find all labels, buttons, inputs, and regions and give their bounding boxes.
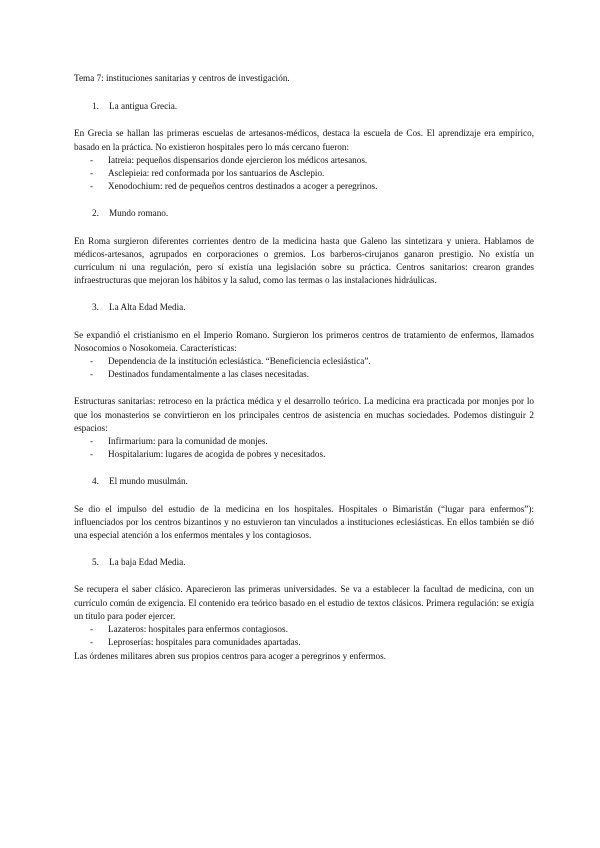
section-heading [74,100,534,113]
section-paragraph: Se expandió el cristianismo en el Imperio Romano. Surgieron los primeros centros de tratamiento de enfermos, llamados Nosocomios o Nosokomeia. Características: [74,329,534,353]
list-item: - Leproserías: hospitales para comunidades apartadas. [74,636,534,649]
section-number: 4. [92,476,99,487]
bullet-list [74,355,534,381]
list-item: - Lazateros: hospitales para enfermos contagiosos. [74,623,534,636]
section-number: 1. [92,101,99,112]
section-paragraph: En Roma surgieron diferentes corrientes dentro de la medicina hasta que Galeno las sintetizara y uniera. Hablamos de médicos-artesanos, agrupados en corporaciones o gremios. Los barberos-cirujanos ganaron prestigio. No existía un currículum ni una regulación, pero sí existía una legislación sobre su práctica. Centros sanitarios: crearon grandes infraestructuras que mejoran los hábitos y la salud, como las termas o las instalaciones hidráulicas. [74,235,534,286]
section-heading-text: La baja Edad Media. [109,557,186,568]
section-heading [74,207,534,220]
section-paragraph: Se recupera el saber clásico. Aparecieron las primeras universidades. Se va a establecer la facultad de medicina, con un currículo común de exigencia. El contenido era teórico basado en el estudio de textos clásicos. Primera regulación: se exigía un título para poder ejercer. [74,584,534,621]
section-heading-text: El mundo musulmán. [109,476,188,487]
list-item: - Hospitalarium: lugares de acogida de pobres y necesitados. [74,448,534,461]
section-heading-text: La antigua Grecia. [109,101,178,112]
list-item: - Iatreia: pequeños dispensarios donde ejercieron los médicos artesanos. [74,154,534,167]
section-heading [74,475,534,488]
section-heading [74,301,534,314]
section-number: 5. [92,557,99,568]
bullet-list [74,154,534,194]
section-heading-text: Mundo romano. [109,208,169,219]
section-paragraph: Se dio el impulso del estudio de la medicina en los hospitales. Hospitales o Bimaristán (“lugar para enfermos”): influenciados por los centros bizantinos y no estuvieron tan vinculados a instituciones eclesiásticas. En ellos también se dió una especial atención a los enfermos mentales y los contagiosos. [74,503,534,541]
list-item: - Destinados fundamentalmente a las clases necesitadas. [74,368,534,381]
section-number: 2. [92,208,99,219]
list-item: - Dependencia de la institución eclesiástica. “Beneficiencia eclesiástica”. [74,355,534,368]
section-paragraph: En Grecia se hallan las primeras escuelas de artesanos-médicos, destaca la escuela de Cos. El aprendizaje era empírico, basado en la práctica. No existieron hospitales pero lo más cercano fueron: [74,128,534,152]
list-item: - Infirmarium: para la comunidad de monjes. [74,435,534,448]
section-paragraph: Estructuras sanitarias: retroceso en la práctica médica y el desarrollo teórico. La medicina era practicada por monjes por lo que los monasterios se convirtieron en los principales centros de asistencia en muchas sociedades. Podemos distinguir 2 espacios: [74,396,534,433]
list-item: - Asclepieia: red conformada por los santuarios de Asclepio. [74,167,534,180]
list-item: - Xenodochium: red de pequeños centros destinados a acoger a peregrinos. [74,180,534,193]
closing-line: Las órdenes militares abren sus propios centros para acoger a peregrinos y enfermos. [74,650,387,661]
section-heading-text: La Alta Edad Media. [109,302,186,313]
section-heading [74,556,534,569]
bullet-list [74,623,534,649]
bullet-list [74,435,534,461]
document-title: Tema 7: instituciones sanitarias y centros de investigación. [74,73,290,83]
section-number: 3. [92,302,99,313]
document-page [74,72,534,663]
